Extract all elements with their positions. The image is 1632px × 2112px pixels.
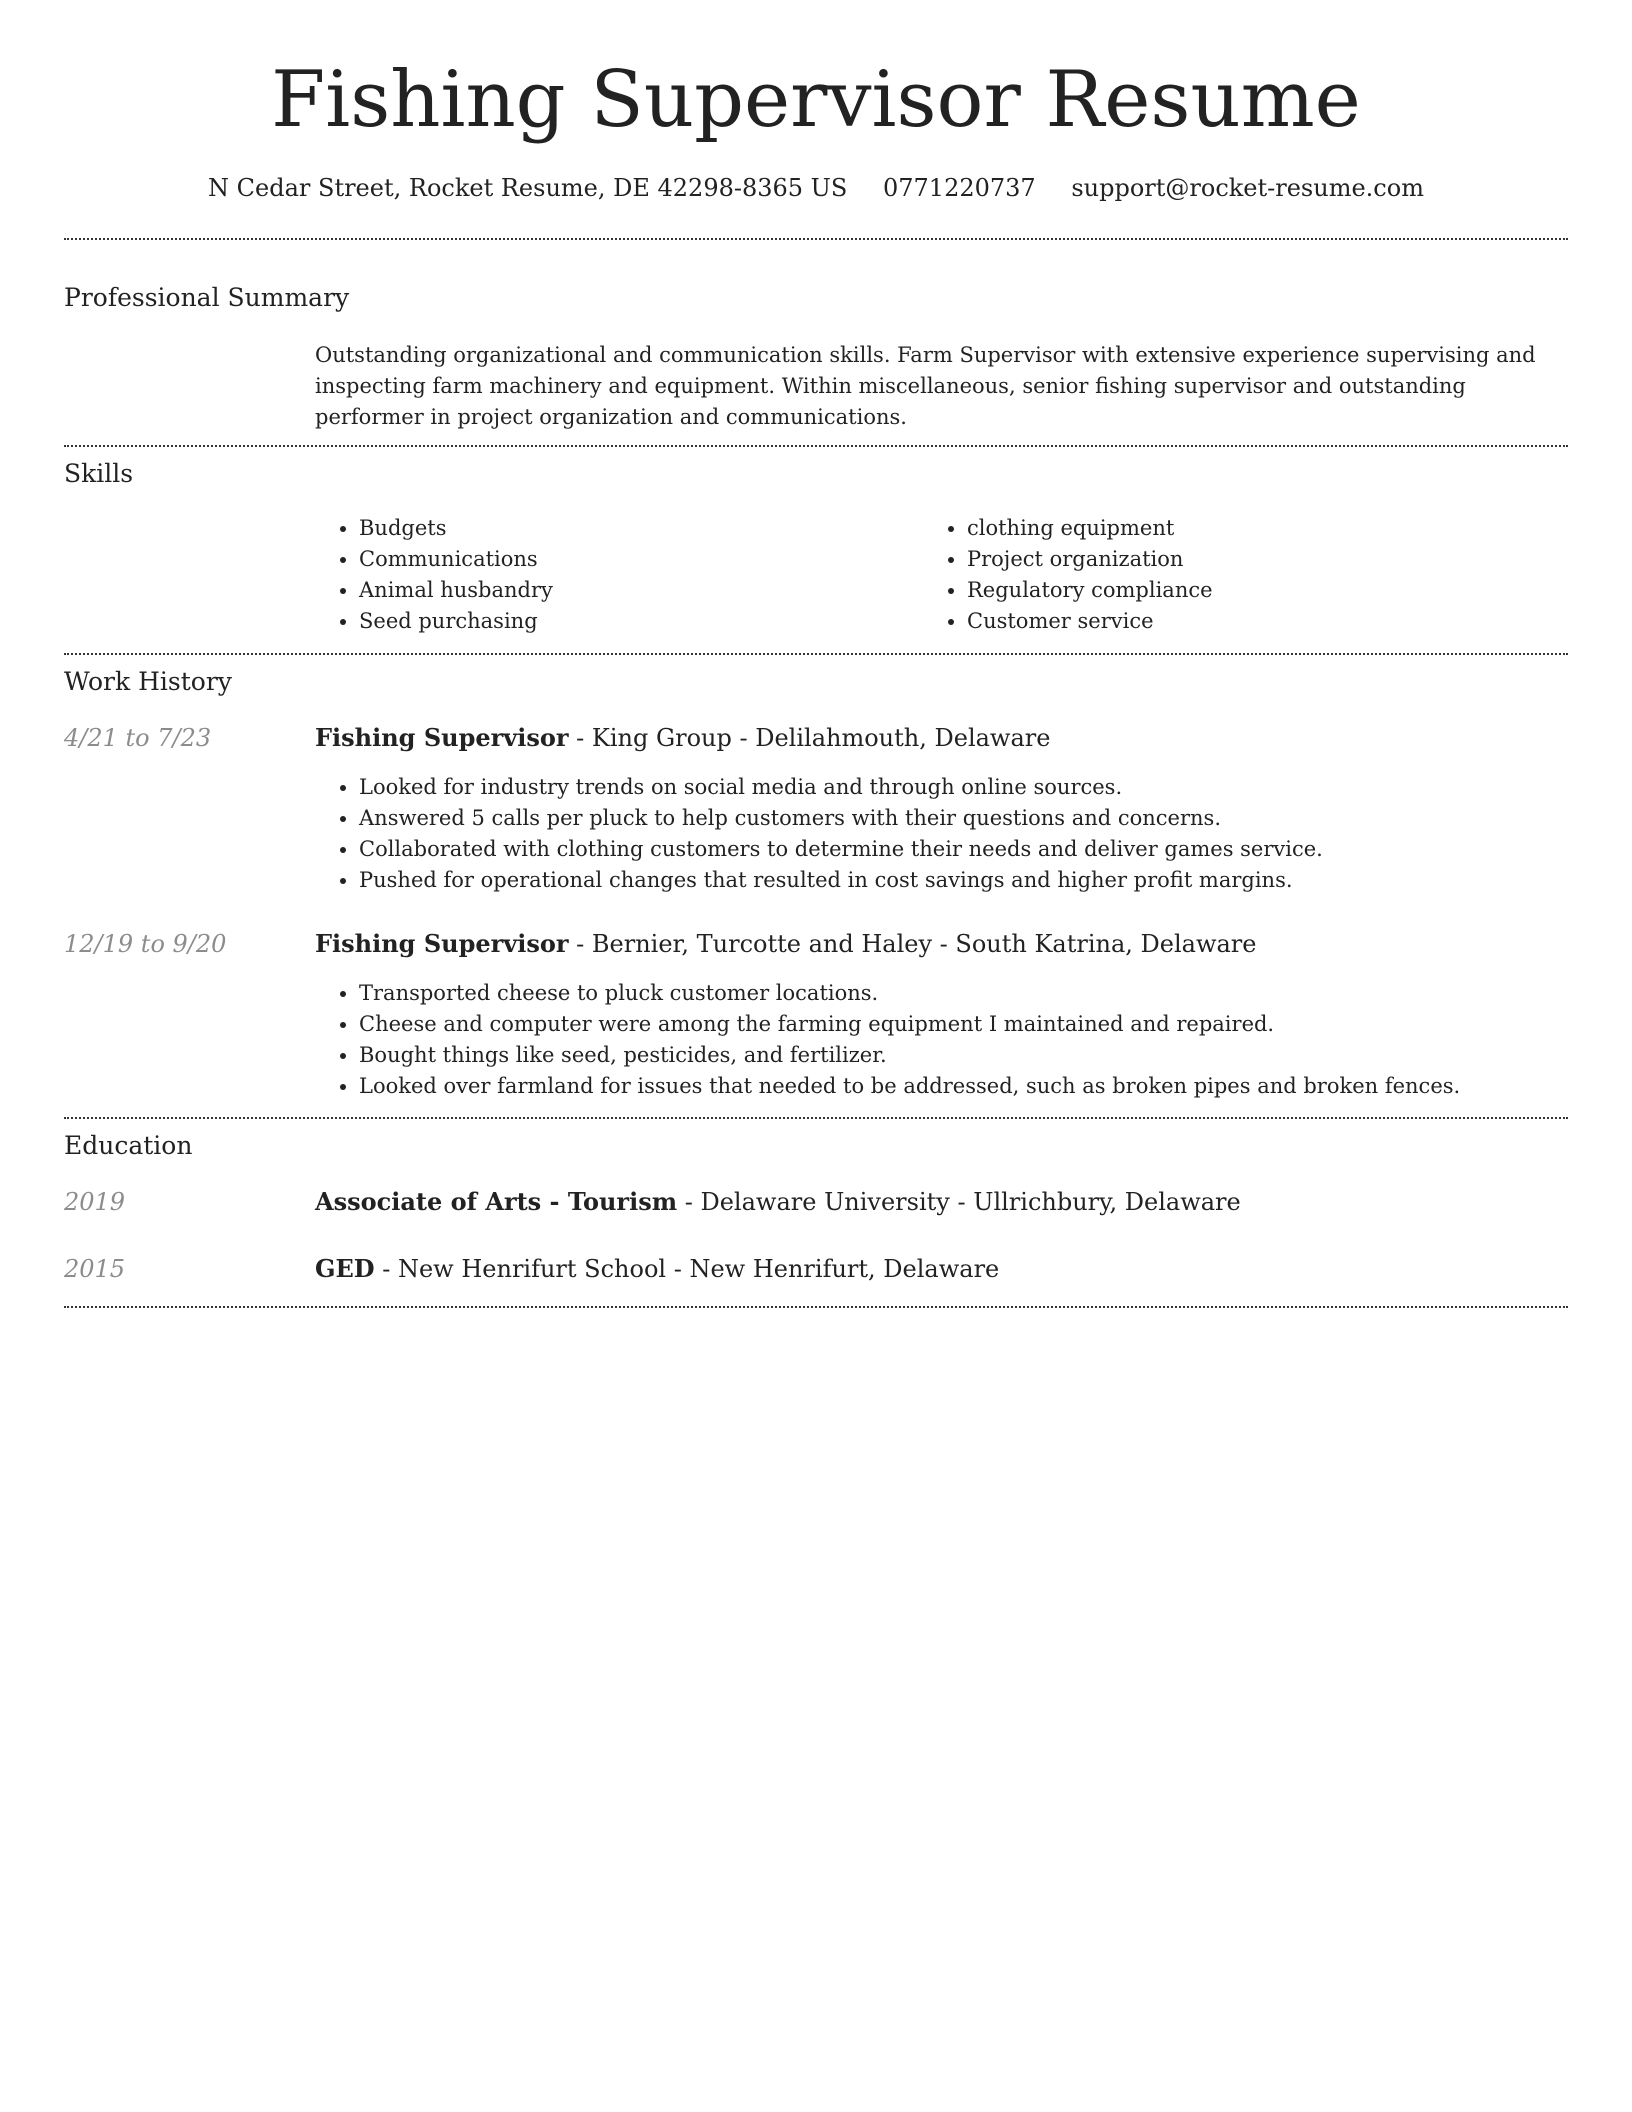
skill-item: • Communications: [359, 544, 553, 575]
summary-text: Outstanding organizational and communication skills. Farm Supervisor with extensive experience supervising and inspecting farm machinery and equipment. Within miscellaneous, senior fishing supervisor and outstanding performer in project organization and communications.: [315, 343, 1536, 429]
education-school-location: - Delaware University - Ullrichbury, Delaware: [677, 1188, 1241, 1216]
divider: [64, 1306, 1568, 1308]
section-title-work-history: Work History: [64, 667, 232, 696]
skill-item: • Budgets: [359, 513, 553, 544]
divider: [64, 238, 1568, 240]
job-employer-location: - Bernier, Turcotte and Haley - South Katrina, Delaware: [568, 930, 1257, 958]
job-title: Fishing Supervisor: [315, 723, 569, 752]
education-degree: GED: [315, 1254, 375, 1283]
skill-item: • Customer service: [967, 606, 1213, 637]
job-bullet: • Collaborated with clothing customers to determine their needs and deliver games service.: [359, 834, 1323, 865]
education-degree: Associate of Arts - Tourism: [315, 1187, 678, 1216]
skill-item: • clothing equipment: [967, 513, 1213, 544]
job-bullet: • Looked for industry trends on social media and through online sources.: [359, 772, 1323, 803]
section-title-summary: Professional Summary: [64, 283, 350, 312]
section-title-skills: Skills: [64, 459, 134, 488]
contact-phone: 0771220737: [882, 174, 1036, 202]
divider: [64, 445, 1568, 447]
contact-email: support@rocket-resume.com: [1071, 174, 1424, 202]
skill-item: • Animal husbandry: [359, 575, 553, 606]
skill-item: • Seed purchasing: [359, 606, 553, 637]
divider: [64, 1117, 1568, 1119]
job-bullet: • Cheese and computer were among the farming equipment I maintained and repaired.: [359, 1009, 1460, 1040]
job-bullet: • Answered 5 calls per pluck to help customers with their questions and concerns.: [359, 803, 1323, 834]
skill-item: • Regulatory compliance: [967, 575, 1213, 606]
job-heading: [315, 721, 1050, 755]
skills-list-right: [923, 513, 1213, 637]
contact-line: [0, 170, 1632, 206]
job-bullets: [315, 978, 1460, 1102]
job-heading: [315, 927, 1256, 961]
section-title-education: Education: [64, 1131, 193, 1160]
education-heading: [315, 1252, 999, 1286]
job-dates: 4/21 to 7/23: [64, 724, 212, 752]
skill-item: • Project organization: [967, 544, 1213, 575]
job-dates: 12/19 to 9/20: [64, 930, 227, 958]
education-year: 2019: [64, 1188, 126, 1216]
job-title: Fishing Supervisor: [315, 929, 569, 958]
job-bullet: • Bought things like seed, pesticides, and fertilizer.: [359, 1040, 1460, 1071]
job-employer-location: - King Group - Delilahmouth, Delaware: [568, 724, 1051, 752]
education-year: 2015: [64, 1255, 126, 1283]
education-heading: [315, 1185, 1241, 1219]
divider: [64, 653, 1568, 655]
job-bullet: • Transported cheese to pluck customer locations.: [359, 978, 1460, 1009]
job-bullet: • Pushed for operational changes that resulted in cost savings and higher profit margins.: [359, 865, 1323, 896]
education-school-location: - New Henrifurt School - New Henrifurt, Delaware: [374, 1255, 1000, 1283]
page-title: Fishing Supervisor Resume: [271, 55, 1361, 145]
job-bullets: [315, 772, 1323, 896]
skills-list-left: [315, 513, 553, 637]
job-bullet: • Looked over farmland for issues that needed to be addressed, such as broken pipes and broken fences.: [359, 1071, 1460, 1102]
contact-address: N Cedar Street, Rocket Resume, DE 42298-8365 US: [208, 174, 848, 202]
